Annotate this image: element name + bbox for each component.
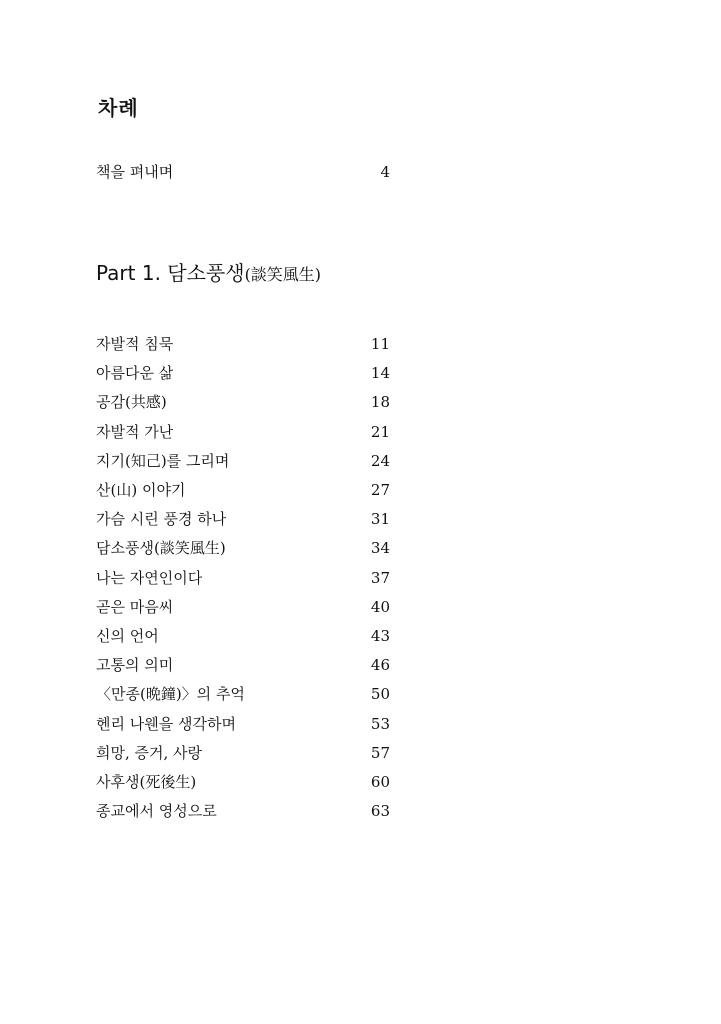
toc-entry-page: 21 <box>370 422 390 441</box>
toc-entry-page: 31 <box>370 510 390 529</box>
toc-entry-page: 63 <box>370 802 390 821</box>
toc-entry <box>96 363 390 383</box>
toc-entry-title: 자발적 가난 <box>96 422 174 441</box>
toc-entry-page: 40 <box>370 597 390 616</box>
toc-entry-page: 50 <box>370 685 390 704</box>
toc-entry <box>96 714 390 734</box>
toc-entry <box>96 480 390 500</box>
toc-entry-title: 사후생(死後生) <box>96 773 197 791</box>
toc-entry <box>96 334 390 354</box>
toc-entry-page: 43 <box>370 627 390 645</box>
toc-entry-title: 고통의 의미 <box>96 656 174 675</box>
toc-entry-title: 헨리 나웬을 생각하며 <box>96 714 236 733</box>
toc-entry-page: 14 <box>370 364 390 383</box>
toc-entry-page: 37 <box>370 568 390 587</box>
toc-entry-title: 공감(共感) <box>96 393 167 412</box>
toc-entry-title: 종교에서 영성으로 <box>96 802 217 821</box>
part-heading <box>96 257 321 286</box>
toc-entry-title: 희망, 증거, 사랑 <box>96 743 203 762</box>
toc-entry-title: 가슴 시린 풍경 하나 <box>96 510 227 529</box>
toc-entry-title: 자발적 침묵 <box>96 335 174 353</box>
toc-entry-title: 담소풍생(談笑風生) <box>96 539 226 558</box>
toc-entry-page: 11 <box>370 335 390 353</box>
toc-entry <box>96 422 390 442</box>
toc-entry-page: 24 <box>370 451 390 470</box>
toc-entry-page: 18 <box>370 393 390 412</box>
toc-entry-page: 57 <box>370 743 390 762</box>
toc-entry <box>96 568 390 588</box>
toc-entry-title: 나는 자연인이다 <box>96 568 203 587</box>
toc-entry-title: 아름다운 삶 <box>96 364 174 383</box>
toc-entry <box>96 451 390 471</box>
toc-entry-title: 〈만종(晩鐘)〉의 추억 <box>96 685 245 704</box>
toc-entry <box>96 509 390 529</box>
toc-entry <box>96 743 390 763</box>
toc-entry-page: 27 <box>370 481 390 499</box>
toc-entry-preface <box>96 162 390 182</box>
toc-entry-page: 60 <box>370 773 390 791</box>
toc-entry <box>96 392 390 412</box>
toc-entry <box>96 626 390 646</box>
toc-heading: 차례 <box>98 96 139 120</box>
toc-entry-title: 산(山) 이야기 <box>96 481 186 499</box>
toc-entry-page: 4 <box>380 163 390 181</box>
toc-entry-title: 지기(知己)를 그리며 <box>96 451 230 470</box>
toc-entry <box>96 655 390 675</box>
toc-entry-title: 신의 언어 <box>96 627 159 645</box>
toc-entry-page: 46 <box>370 656 390 675</box>
toc-entry-page: 34 <box>370 539 390 558</box>
toc-entry-title: 책을 펴내며 <box>96 163 174 181</box>
toc-entry-title: 곧은 마음씨 <box>96 597 174 616</box>
toc-entry <box>96 684 390 704</box>
toc-entry <box>96 538 390 558</box>
part-label: Part 1. 담소풍생 <box>96 261 245 285</box>
toc-entry <box>96 801 390 821</box>
toc-entry-page: 53 <box>370 714 390 733</box>
toc-entry <box>96 597 390 617</box>
part-hanja: (談笑風生) <box>244 265 322 284</box>
toc-entry <box>96 772 390 792</box>
